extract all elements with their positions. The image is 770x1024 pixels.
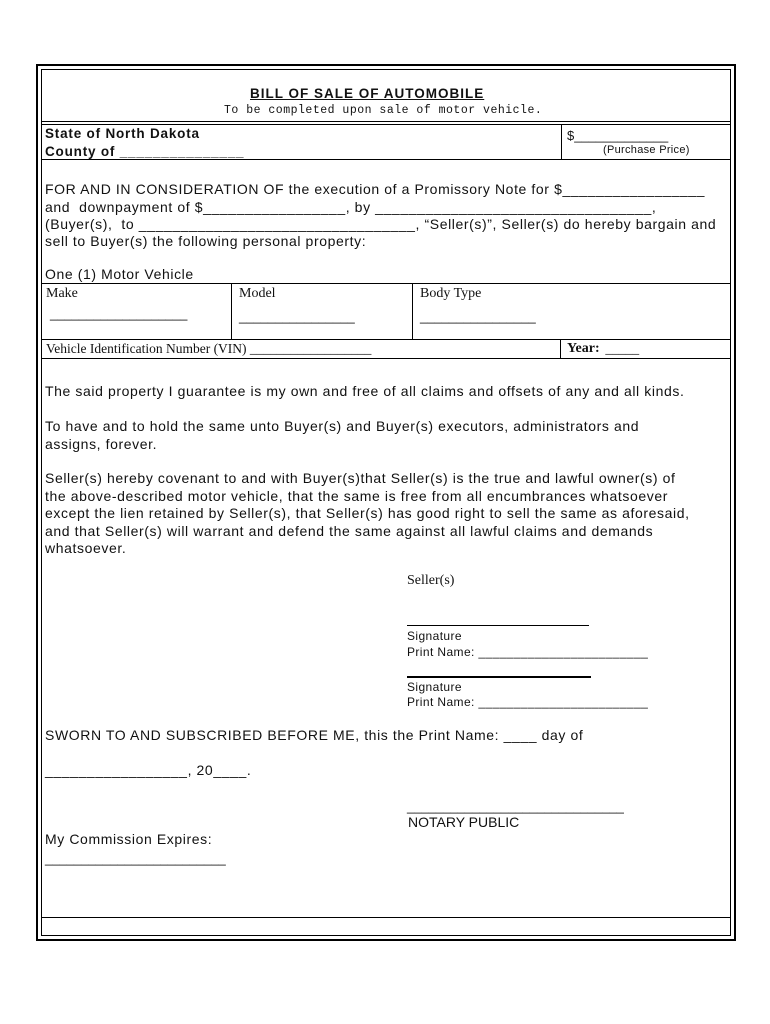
consideration-line-2: and downpayment of $_________________, by _________________________________, bbox=[45, 199, 657, 215]
purchase-price-field[interactable]: $_____________ bbox=[567, 128, 669, 143]
covenant-line-1: Seller(s) hereby covenant to and with Buyer(s)that Seller(s) is the true and lawful owner(s) of bbox=[45, 470, 676, 486]
vehicle-col-divider-2 bbox=[412, 283, 413, 339]
document-subtitle: To be completed upon sale of motor vehicle. bbox=[224, 104, 543, 117]
county-field[interactable]: County of _______________ bbox=[45, 144, 245, 159]
state-label: State of North Dakota bbox=[45, 126, 200, 141]
signature-label-2: Signature bbox=[407, 680, 462, 694]
seller-signature-line-1[interactable] bbox=[407, 625, 589, 626]
make-field[interactable]: ___________________ bbox=[50, 306, 188, 321]
notary-date-field[interactable]: _________________, 20____. bbox=[45, 762, 252, 778]
covenant-line-5: whatsoever. bbox=[45, 540, 127, 556]
commission-expires-label: My Commission Expires: bbox=[45, 831, 213, 847]
have-hold-line-2: assigns, forever. bbox=[45, 436, 158, 452]
notary-public-label: NOTARY PUBLIC bbox=[408, 814, 520, 830]
commission-expires-field[interactable]: _________________________ bbox=[45, 851, 226, 866]
print-name-field-2[interactable]: Print Name: ________________________ bbox=[407, 695, 649, 709]
vin-divider bbox=[560, 339, 561, 358]
consideration-line-1: FOR AND IN CONSIDERATION OF the execution of a Promissory Note for $_________________ bbox=[45, 181, 706, 197]
vehicle-intro: One (1) Motor Vehicle bbox=[45, 266, 194, 282]
have-hold-line-1: To have and to hold the same unto Buyer(s) and Buyer(s) executors, administrators and bbox=[45, 418, 640, 434]
vehicle-row-divider bbox=[41, 339, 731, 340]
header-divider bbox=[41, 121, 731, 122]
covenant-line-2: the above-described motor vehicle, that the same is free from all encumbrances whatsoever bbox=[45, 488, 669, 504]
body-type-field[interactable]: ________________ bbox=[420, 309, 536, 324]
vehicle-col-divider-1 bbox=[231, 283, 232, 339]
consideration-line-4: sell to Buyer(s) the following personal property: bbox=[45, 233, 367, 249]
notary-signature-field[interactable]: ______________________________ bbox=[407, 799, 624, 814]
header-divider-2 bbox=[41, 124, 731, 125]
year-field[interactable]: _____ bbox=[602, 341, 640, 356]
model-label: Model bbox=[239, 286, 276, 301]
print-name-field-1[interactable]: Print Name: ________________________ bbox=[407, 645, 649, 659]
seller-signature-line-2[interactable] bbox=[407, 676, 591, 678]
sworn-statement: SWORN TO AND SUBSCRIBED BEFORE ME, this the Print Name: ____ day of bbox=[45, 727, 584, 743]
footer-divider bbox=[41, 917, 731, 918]
document-title: BILL OF SALE OF AUTOMOBILE bbox=[250, 86, 485, 101]
sellers-label: Seller(s) bbox=[407, 573, 455, 588]
consideration-line-3: (Buyer(s), to _________________________________, “Seller(s)”, Seller(s) do hereby bargain and bbox=[45, 216, 717, 232]
price-divider bbox=[561, 125, 562, 159]
guarantee-clause: The said property I guarantee is my own and free of all claims and offsets of any and all kinds. bbox=[45, 383, 685, 399]
body-type-label: Body Type bbox=[420, 286, 482, 301]
purchase-price-label: (Purchase Price) bbox=[603, 144, 690, 156]
vin-field[interactable]: Vehicle Identification Number (VIN) __________________ bbox=[46, 341, 372, 356]
covenant-line-4: and that Seller(s) will warrant and defend the same against all lawful claims and demands bbox=[45, 523, 654, 539]
make-label: Make bbox=[46, 286, 78, 301]
signature-label-1: Signature bbox=[407, 629, 462, 643]
covenant-line-3: except the lien retained by Seller(s), that Seller(s) has good right to sell the same as aforesaid, bbox=[45, 505, 690, 521]
state-row-bottom bbox=[41, 159, 731, 160]
model-field[interactable]: ________________ bbox=[239, 309, 355, 324]
vin-row-bottom bbox=[41, 358, 731, 359]
year-label: Year: bbox=[567, 341, 600, 356]
vehicle-table-top bbox=[41, 283, 731, 284]
